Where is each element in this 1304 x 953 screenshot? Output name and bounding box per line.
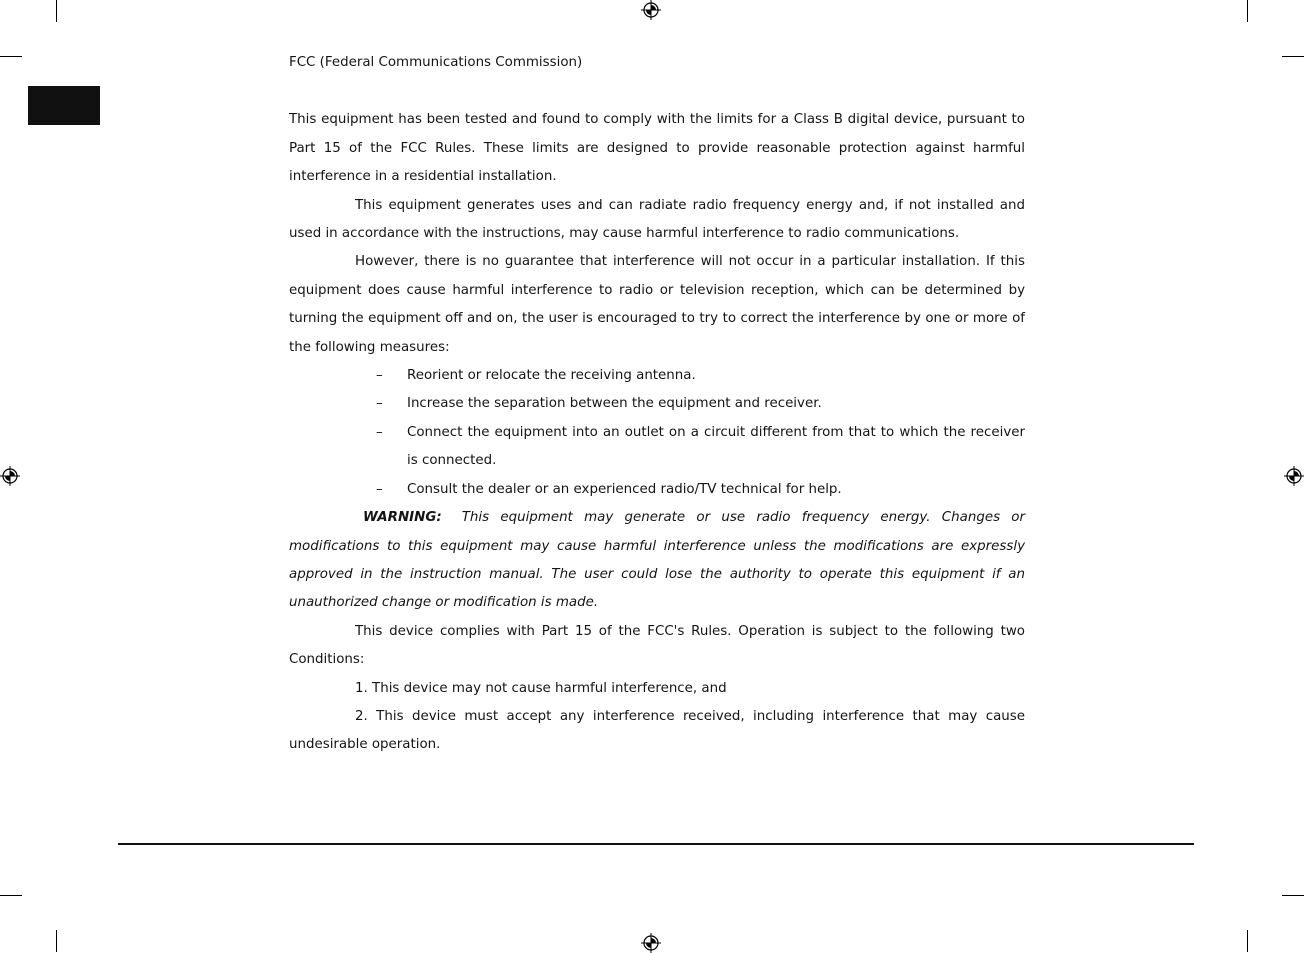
dash-bullet: – (376, 368, 383, 384)
warning-label: WARNING: (363, 510, 442, 526)
list-item-text: Increase the separation between the equipment and receiver. (407, 396, 822, 412)
crop-mark (0, 895, 22, 896)
list-item-text: Connect the equipment into an outlet on a circuit different from that to which the receiver is connected. (407, 424, 1025, 469)
list-item (289, 419, 1025, 476)
paragraph-radiates-energy: This equipment generates uses and can radiate radio frequency energy and, if not installed and used in accordance with the instructions, may cause harmful interference to radio communications. (289, 197, 1025, 242)
footer-rule (118, 843, 1194, 845)
paragraph-no-guarantee: However, there is no guarantee that interference will not occur in a particular installation. If this equipment does cause harmful interference to radio or television reception, which can be determined by turning the equipment off and on, the user is encouraged to try to correct the interference by one or more of the following measures: (289, 254, 1025, 355)
warning-paragraph (289, 504, 1025, 618)
page-title: FCC (Federal Communications Commission) (289, 55, 583, 70)
registration-mark-icon (1284, 466, 1304, 486)
registration-mark-icon (641, 933, 661, 953)
measures-list (289, 362, 1025, 504)
crop-mark (1282, 56, 1304, 57)
section-tab (28, 86, 100, 125)
registration-mark-icon (641, 0, 661, 20)
warning-text: This equipment may generate or use radio frequency energy. Changes or modifications to this equipment may cause harmful interference unless the modifications are expressly approved in the instruction manual. The user could lose the authority to operate this equipment if an unauthorized change or modification is made. (289, 510, 1025, 611)
condition-1: 1. This device may not cause harmful interference, and (355, 680, 727, 696)
crop-mark (1247, 0, 1248, 22)
list-item (289, 362, 1025, 390)
list-item (289, 476, 1025, 504)
dash-bullet: – (376, 481, 383, 497)
crop-mark (1247, 930, 1248, 952)
dash-bullet: – (376, 424, 383, 440)
dash-bullet: – (376, 396, 383, 412)
list-item-text: Consult the dealer or an experienced radio/TV technical for help. (407, 481, 842, 497)
list-item (289, 390, 1025, 418)
paragraph-class-b: This equipment has been tested and found to comply with the limits for a Class B digital device, pursuant to Part 15 of the FCC Rules. These limits are designed to provide reasonable protection against harmful interference in a residential installation. (289, 112, 1025, 185)
condition-2: 2. This device must accept any interference received, including interference that may cause undesirable operation. (289, 708, 1025, 753)
crop-mark (56, 930, 57, 952)
registration-mark-icon (0, 466, 20, 486)
crop-mark (1282, 895, 1304, 896)
compliance-intro: This device complies with Part 15 of the FCC's Rules. Operation is subject to the following two Conditions: (289, 623, 1025, 668)
crop-mark (0, 56, 22, 57)
document-body (289, 49, 1025, 760)
list-item-text: Reorient or relocate the receiving antenna. (407, 368, 696, 384)
crop-mark (56, 0, 57, 22)
